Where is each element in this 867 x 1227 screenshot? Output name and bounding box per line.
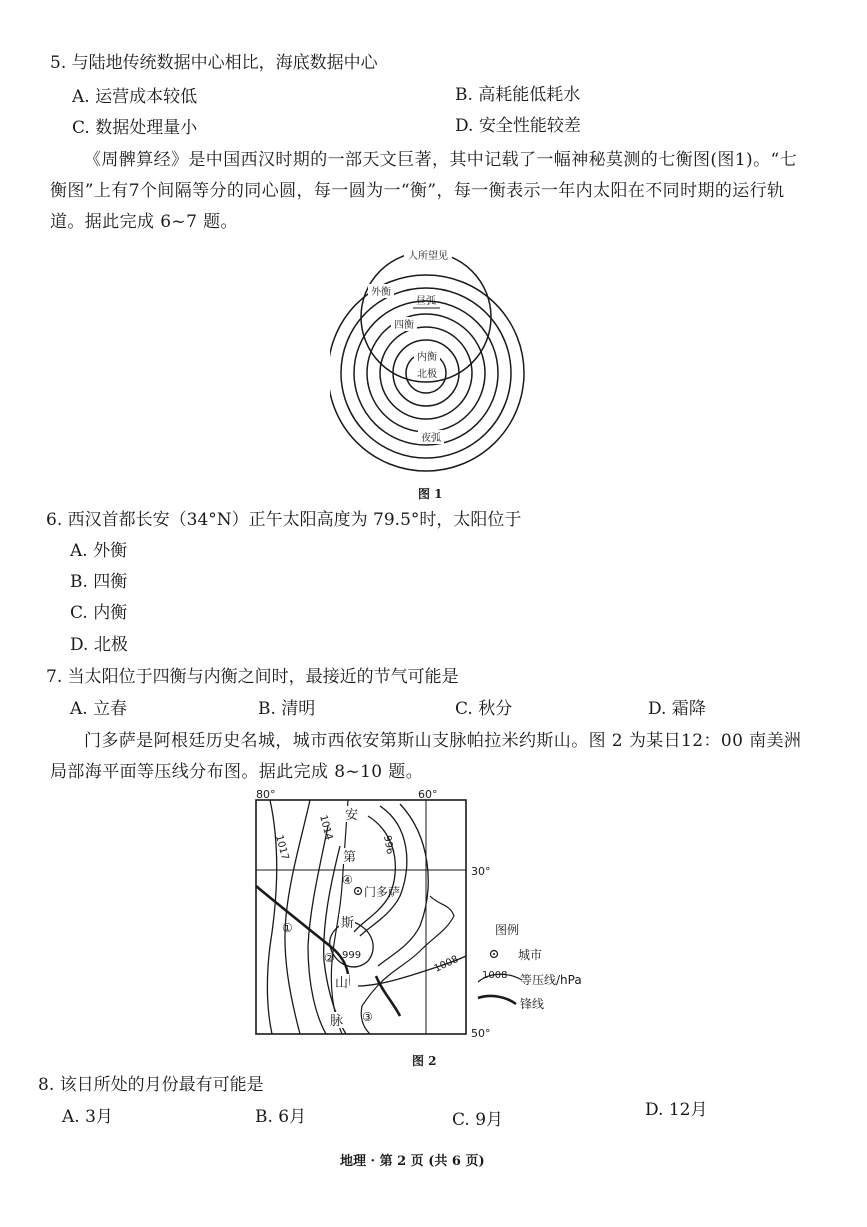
isobar-label-999: 999 [342,950,362,961]
figure-2-isobar-map [250,786,610,1048]
lon-label-60: 60° [418,788,438,801]
marker-3: ③ [362,1010,373,1024]
q6-option-c: C. 内衡 [70,603,128,623]
legend-city-label: 城市 [518,948,543,962]
fig1-label-night-arc: 夜弧 [421,433,441,444]
figure-2-caption: 图 2 [412,1054,437,1068]
q6-stem: 6. 西汉首都长安（34°N）正午太阳高度为 79.5°时，太阳位于 [46,510,522,530]
mountain-char-1: 安 [345,808,359,823]
legend-isobar-label: 等压线/hPa [520,973,582,987]
q8-option-a: A. 3月 [62,1107,113,1127]
q8-option-d: D. 12月 [645,1100,708,1120]
marker-2: ② [324,951,335,965]
page-footer: 地理 · 第 2 页 (共 6 页) [340,1154,485,1169]
mountain-char-3: 斯 [341,916,355,931]
mountain-char-4: 山 [335,976,349,991]
q7-option-d: D. 霜降 [648,699,706,719]
q6-option-a: A. 外衡 [70,541,128,561]
q7-stem: 7. 当太阳位于四衡与内衡之间时，最接近的节气可能是 [46,667,459,687]
q5-option-d: D. 安全性能较差 [455,116,581,136]
q6-option-d: D. 北极 [70,635,128,655]
isobar-label-1008: 1008 [432,953,461,975]
isobar-label-1017: 1017 [273,833,291,862]
fig1-label-outer: 外衡 [371,287,391,298]
marker-4: ④ [342,873,353,887]
q5-option-c: C. 数据处理量小 [72,118,198,138]
q8-stem: 8. 该日所处的月份最有可能是 [38,1075,264,1095]
marker-1: ① [282,921,293,935]
legend-sample-value: 1008 [482,970,508,981]
lat-label-30: 30° [471,865,491,878]
lat-label-50: 50° [471,1027,491,1040]
q7-option-a: A. 立春 [70,699,128,719]
legend-front-label: 锋线 [520,997,545,1011]
mountain-char-5: 脉 [330,1014,344,1029]
lon-label-80: 80° [256,788,276,801]
q5-option-a: A. 运营成本较低 [72,87,198,107]
figure-1-seven-circles [330,242,535,482]
fig1-label-pole: 北极 [417,369,437,380]
map-frame [256,800,466,1034]
legend-front-icon [478,996,516,1004]
fig1-label-inner: 内衡 [417,352,437,363]
q5-option-b: B. 高耗能低耗水 [455,85,581,105]
fig1-label-visible: 人所望见 [408,251,448,262]
isobar-label-1014: 1014 [317,813,335,842]
q6-option-b: B. 四衡 [70,572,128,592]
passage-1: 《周髀算经》是中国西汉时期的一部天文巨著，其中记载了一幅神秘莫测的七衡图(图1)。“七衡图”上有7个间隔等分的同心圆，每一圆为一“衡”，每一衡表示一年内太阳在不同时期的运行轨道。据此完成 6~7 题。 [50,150,797,232]
passage-2: 门多萨是阿根廷历史名城，城市西依安第斯山支脉帕拉米约斯山。图 2 为某日12：00 南美洲局部海平面等压线分布图。据此完成 8~10 题。 [50,731,802,782]
isobar-label-996: 996 [381,834,396,856]
legend-title: 图例 [495,923,520,937]
q8-option-b: B. 6月 [255,1107,307,1127]
q7-option-b: B. 清明 [258,699,316,719]
mountain-char-2: 第 [343,850,357,865]
fig1-label-day-arc: 昼弧 [416,296,436,307]
city-label: 门多萨 [364,885,401,899]
q7-option-c: C. 秋分 [455,699,513,719]
figure-1-caption: 图 1 [418,487,443,501]
fig1-label-fourth: 四衡 [394,320,414,331]
q8-option-c: C. 9月 [452,1110,504,1130]
q5-stem: 5. 与陆地传统数据中心相比，海底数据中心 [50,53,378,73]
